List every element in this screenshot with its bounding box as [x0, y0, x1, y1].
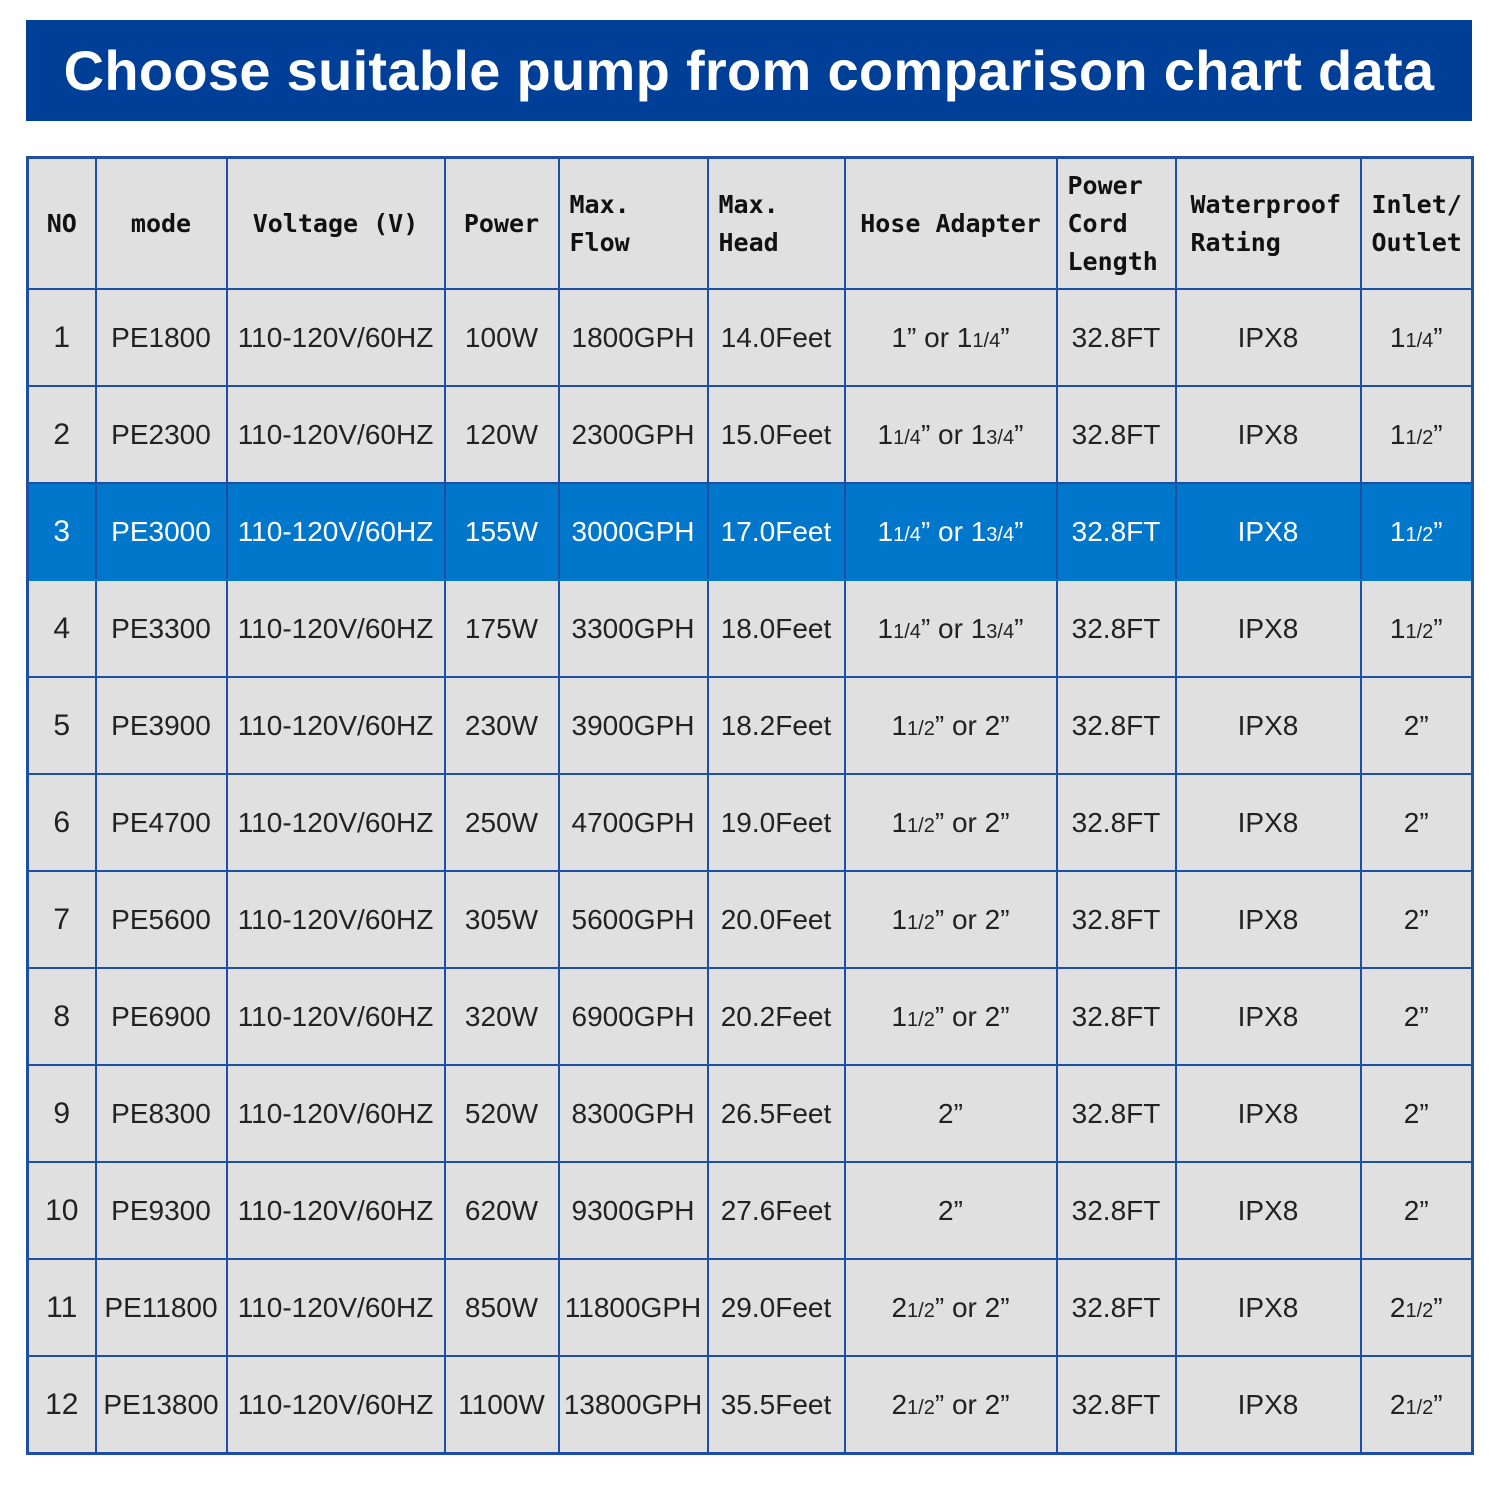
- cell-max-head: 18.2Feet: [708, 677, 845, 774]
- cell-mode: PE8300: [96, 1065, 227, 1162]
- page-title: Choose suitable pump from comparison chart data: [63, 39, 1435, 102]
- cell-max-flow: 5600GPH: [559, 871, 708, 968]
- cell-no: 3: [28, 483, 96, 580]
- cell-power: 155W: [445, 483, 559, 580]
- cell-mode: PE3300: [96, 580, 227, 677]
- cell-power: 175W: [445, 580, 559, 677]
- cell-inlet-outlet: 11/2”: [1361, 580, 1473, 677]
- table-row: [28, 483, 1473, 580]
- cell-max-flow: 2300GPH: [559, 386, 708, 483]
- cell-mode: PE13800: [96, 1356, 227, 1454]
- cell-power-cord-length: 32.8FT: [1057, 1259, 1176, 1356]
- cell-hose-adapter: 11/2” or 2”: [845, 968, 1057, 1065]
- cell-no: 5: [28, 677, 96, 774]
- cell-power: 520W: [445, 1065, 559, 1162]
- cell-power-cord-length: 32.8FT: [1057, 483, 1176, 580]
- header-power: Power: [445, 158, 559, 290]
- cell-voltage: 110-120V/60HZ: [227, 677, 445, 774]
- table-row: [28, 968, 1473, 1065]
- header-max-head: Max. Head: [708, 158, 845, 290]
- cell-waterproof-rating: IPX8: [1176, 1162, 1361, 1259]
- cell-hose-adapter: 11/2” or 2”: [845, 677, 1057, 774]
- cell-power-cord-length: 32.8FT: [1057, 289, 1176, 386]
- title-banner: [26, 20, 1472, 121]
- cell-power-cord-length: 32.8FT: [1057, 774, 1176, 871]
- cell-inlet-outlet: 2”: [1361, 968, 1473, 1065]
- header-power-cord-length: Power Cord Length: [1057, 158, 1176, 290]
- cell-power-cord-length: 32.8FT: [1057, 580, 1176, 677]
- cell-waterproof-rating: IPX8: [1176, 871, 1361, 968]
- cell-waterproof-rating: IPX8: [1176, 677, 1361, 774]
- cell-voltage: 110-120V/60HZ: [227, 968, 445, 1065]
- cell-no: 6: [28, 774, 96, 871]
- cell-power-cord-length: 32.8FT: [1057, 968, 1176, 1065]
- cell-mode: PE11800: [96, 1259, 227, 1356]
- cell-power-cord-length: 32.8FT: [1057, 1065, 1176, 1162]
- cell-max-head: 20.0Feet: [708, 871, 845, 968]
- cell-mode: PE3000: [96, 483, 227, 580]
- cell-hose-adapter: 11/4” or 13/4”: [845, 386, 1057, 483]
- cell-hose-adapter: 21/2” or 2”: [845, 1356, 1057, 1454]
- cell-inlet-outlet: 11/4”: [1361, 289, 1473, 386]
- cell-max-flow: 9300GPH: [559, 1162, 708, 1259]
- cell-voltage: 110-120V/60HZ: [227, 386, 445, 483]
- header-waterproof-rating: Waterproof Rating: [1176, 158, 1361, 290]
- table-row: [28, 1259, 1473, 1356]
- table-row: [28, 871, 1473, 968]
- cell-waterproof-rating: IPX8: [1176, 289, 1361, 386]
- cell-hose-adapter: 11/2” or 2”: [845, 871, 1057, 968]
- cell-power-cord-length: 32.8FT: [1057, 677, 1176, 774]
- table-body: [28, 289, 1473, 1454]
- cell-waterproof-rating: IPX8: [1176, 386, 1361, 483]
- cell-hose-adapter: 2”: [845, 1162, 1057, 1259]
- cell-max-head: 19.0Feet: [708, 774, 845, 871]
- table-row: [28, 580, 1473, 677]
- cell-waterproof-rating: IPX8: [1176, 968, 1361, 1065]
- cell-max-flow: 6900GPH: [559, 968, 708, 1065]
- cell-voltage: 110-120V/60HZ: [227, 774, 445, 871]
- cell-power: 320W: [445, 968, 559, 1065]
- cell-max-head: 20.2Feet: [708, 968, 845, 1065]
- table-row: [28, 289, 1473, 386]
- cell-max-flow: 13800GPH: [559, 1356, 708, 1454]
- cell-no: 1: [28, 289, 96, 386]
- cell-mode: PE2300: [96, 386, 227, 483]
- cell-power: 620W: [445, 1162, 559, 1259]
- cell-no: 8: [28, 968, 96, 1065]
- cell-mode: PE4700: [96, 774, 227, 871]
- cell-inlet-outlet: 11/2”: [1361, 483, 1473, 580]
- cell-hose-adapter: 2”: [845, 1065, 1057, 1162]
- header-max-flow: Max. Flow: [559, 158, 708, 290]
- cell-voltage: 110-120V/60HZ: [227, 1356, 445, 1454]
- cell-voltage: 110-120V/60HZ: [227, 289, 445, 386]
- header-no: NO: [28, 158, 96, 290]
- cell-waterproof-rating: IPX8: [1176, 774, 1361, 871]
- cell-voltage: 110-120V/60HZ: [227, 871, 445, 968]
- cell-max-head: 26.5Feet: [708, 1065, 845, 1162]
- cell-max-head: 14.0Feet: [708, 289, 845, 386]
- cell-no: 4: [28, 580, 96, 677]
- cell-voltage: 110-120V/60HZ: [227, 580, 445, 677]
- header-hose-adapter: Hose Adapter: [845, 158, 1057, 290]
- cell-inlet-outlet: 21/2”: [1361, 1259, 1473, 1356]
- cell-no: 10: [28, 1162, 96, 1259]
- table-row: [28, 386, 1473, 483]
- cell-inlet-outlet: 2”: [1361, 774, 1473, 871]
- cell-waterproof-rating: IPX8: [1176, 580, 1361, 677]
- cell-power: 100W: [445, 289, 559, 386]
- cell-max-head: 35.5Feet: [708, 1356, 845, 1454]
- header-inlet-outlet: Inlet/ Outlet: [1361, 158, 1473, 290]
- table-row: [28, 1356, 1473, 1454]
- comparison-table-container: [26, 156, 1471, 1459]
- cell-voltage: 110-120V/60HZ: [227, 1259, 445, 1356]
- table-row: [28, 1065, 1473, 1162]
- cell-mode: PE5600: [96, 871, 227, 968]
- cell-no: 2: [28, 386, 96, 483]
- cell-mode: PE1800: [96, 289, 227, 386]
- table-row: [28, 774, 1473, 871]
- cell-no: 7: [28, 871, 96, 968]
- cell-power-cord-length: 32.8FT: [1057, 386, 1176, 483]
- cell-waterproof-rating: IPX8: [1176, 483, 1361, 580]
- cell-max-head: 29.0Feet: [708, 1259, 845, 1356]
- cell-waterproof-rating: IPX8: [1176, 1065, 1361, 1162]
- cell-power: 1100W: [445, 1356, 559, 1454]
- cell-voltage: 110-120V/60HZ: [227, 483, 445, 580]
- cell-hose-adapter: 11/2” or 2”: [845, 774, 1057, 871]
- cell-power-cord-length: 32.8FT: [1057, 1162, 1176, 1259]
- cell-max-head: 15.0Feet: [708, 386, 845, 483]
- cell-max-flow: 3300GPH: [559, 580, 708, 677]
- cell-mode: PE9300: [96, 1162, 227, 1259]
- cell-power: 250W: [445, 774, 559, 871]
- header-voltage: Voltage (V): [227, 158, 445, 290]
- cell-hose-adapter: 11/4” or 13/4”: [845, 483, 1057, 580]
- cell-hose-adapter: 11/4” or 13/4”: [845, 580, 1057, 677]
- cell-max-flow: 4700GPH: [559, 774, 708, 871]
- cell-power: 230W: [445, 677, 559, 774]
- cell-voltage: 110-120V/60HZ: [227, 1162, 445, 1259]
- cell-inlet-outlet: 2”: [1361, 677, 1473, 774]
- cell-voltage: 110-120V/60HZ: [227, 1065, 445, 1162]
- cell-inlet-outlet: 2”: [1361, 1065, 1473, 1162]
- cell-max-flow: 1800GPH: [559, 289, 708, 386]
- cell-max-head: 17.0Feet: [708, 483, 845, 580]
- cell-waterproof-rating: IPX8: [1176, 1259, 1361, 1356]
- cell-max-head: 27.6Feet: [708, 1162, 845, 1259]
- cell-hose-adapter: 21/2” or 2”: [845, 1259, 1057, 1356]
- table-row: [28, 1162, 1473, 1259]
- cell-no: 12: [28, 1356, 96, 1454]
- comparison-table: [26, 156, 1474, 1455]
- cell-inlet-outlet: 21/2”: [1361, 1356, 1473, 1454]
- cell-inlet-outlet: 11/2”: [1361, 386, 1473, 483]
- cell-inlet-outlet: 2”: [1361, 1162, 1473, 1259]
- cell-no: 9: [28, 1065, 96, 1162]
- header-row: [28, 158, 1473, 290]
- cell-power: 305W: [445, 871, 559, 968]
- cell-power-cord-length: 32.8FT: [1057, 1356, 1176, 1454]
- cell-max-flow: 3900GPH: [559, 677, 708, 774]
- cell-no: 11: [28, 1259, 96, 1356]
- cell-waterproof-rating: IPX8: [1176, 1356, 1361, 1454]
- cell-max-flow: 8300GPH: [559, 1065, 708, 1162]
- cell-hose-adapter: 1” or 11/4”: [845, 289, 1057, 386]
- cell-power-cord-length: 32.8FT: [1057, 871, 1176, 968]
- cell-mode: PE6900: [96, 968, 227, 1065]
- cell-power: 120W: [445, 386, 559, 483]
- cell-inlet-outlet: 2”: [1361, 871, 1473, 968]
- cell-mode: PE3900: [96, 677, 227, 774]
- cell-max-head: 18.0Feet: [708, 580, 845, 677]
- cell-max-flow: 3000GPH: [559, 483, 708, 580]
- cell-power: 850W: [445, 1259, 559, 1356]
- cell-max-flow: 11800GPH: [559, 1259, 708, 1356]
- table-row: [28, 677, 1473, 774]
- header-mode: mode: [96, 158, 227, 290]
